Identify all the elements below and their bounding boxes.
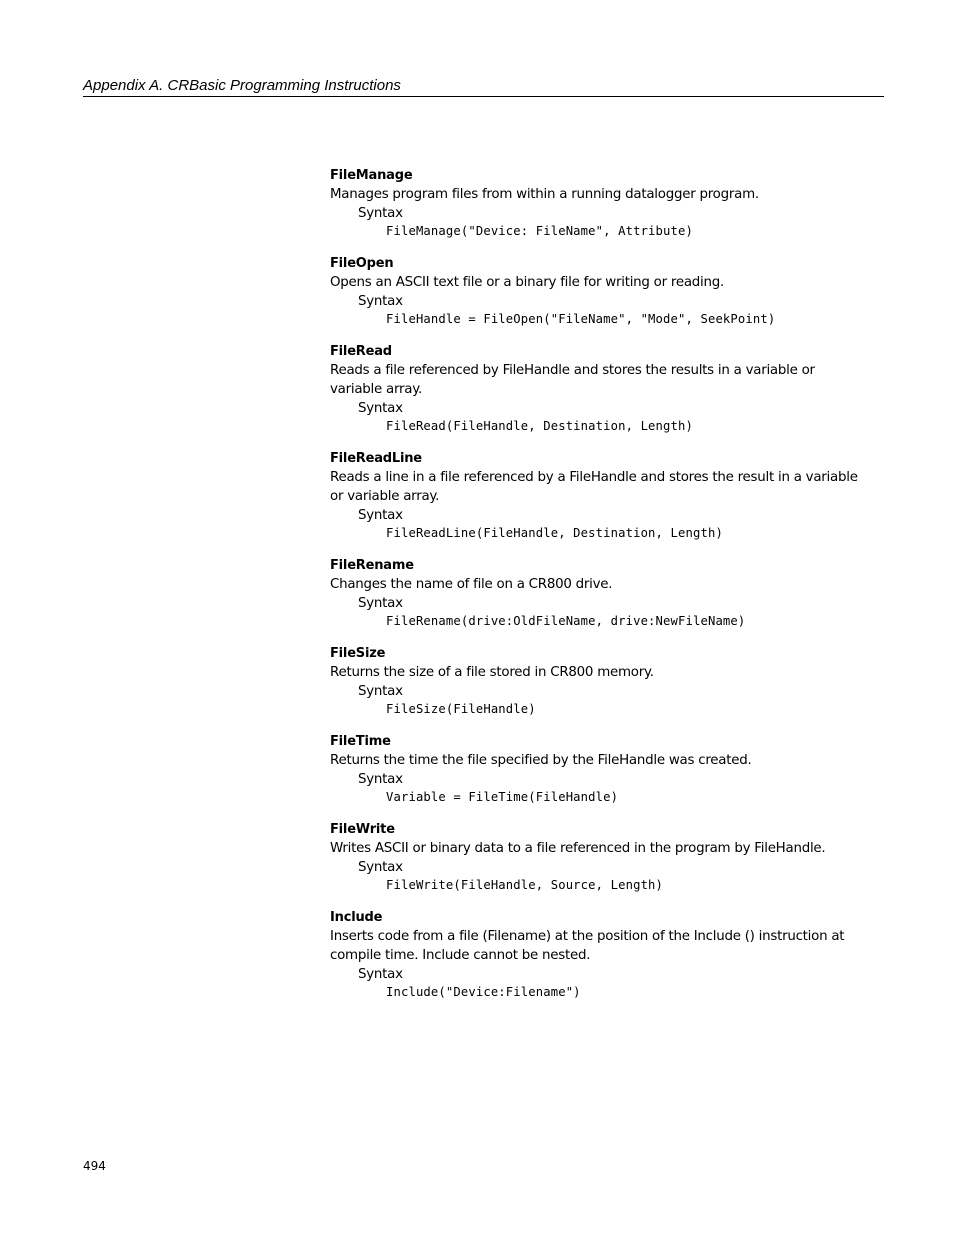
page-number: 494 [83,1159,106,1173]
instruction-description: Reads a line in a file referenced by a FileHandle and stores the result in a variable or variable array. [330,470,858,504]
instruction-entry-filemanage [330,166,860,239]
instruction-name: FileRead [330,344,392,359]
instruction-name: FileOpen [330,256,394,271]
syntax-label: Syntax [358,860,403,875]
syntax-label: Syntax [358,294,403,309]
syntax-label: Syntax [358,206,403,221]
instruction-name: FileTime [330,734,391,749]
instruction-entry-fileread [330,342,860,434]
instruction-name: FileManage [330,168,413,183]
running-header [83,76,884,97]
instruction-entry-filereadline [330,449,860,541]
syntax-label: Syntax [358,772,403,787]
syntax-code: FileSize(FileHandle) [386,702,536,716]
instruction-description: Returns the size of a file stored in CR800 memory. [330,665,654,680]
instruction-name: FileWrite [330,822,395,837]
syntax-code: FileRename(drive:OldFileName, drive:NewFileName) [386,614,746,628]
instruction-description: Changes the name of file on a CR800 drive. [330,577,613,592]
instruction-name: FileReadLine [330,451,422,466]
syntax-code: FileReadLine(FileHandle, Destination, Length) [386,526,723,540]
instruction-description: Reads a file referenced by FileHandle and stores the results in a variable or variable array. [330,363,815,397]
syntax-label: Syntax [358,508,403,523]
instruction-list [330,166,860,1015]
syntax-label: Syntax [358,596,403,611]
instruction-entry-fileopen [330,254,860,327]
instruction-name: FileSize [330,646,386,661]
instruction-description: Manages program files from within a running datalogger program. [330,187,759,202]
instruction-description: Returns the time the file specified by the FileHandle was created. [330,753,752,768]
syntax-label: Syntax [358,401,403,416]
instruction-entry-filerename [330,556,860,629]
syntax-code: Variable = FileTime(FileHandle) [386,790,619,804]
instruction-description: Opens an ASCII text file or a binary file for writing or reading. [330,275,724,290]
instruction-description: Inserts code from a file (Filename) at the position of the Include () instruction at compile time. Include cannot be nested. [330,929,845,963]
instruction-description: Writes ASCII or binary data to a file referenced in the program by FileHandle. [330,841,826,856]
syntax-code: FileWrite(FileHandle, Source, Length) [386,878,664,892]
syntax-code: FileManage("Device: FileName", Attribute) [386,224,693,238]
instruction-name: FileRename [330,558,414,573]
syntax-label: Syntax [358,967,403,982]
instruction-entry-filewrite [330,820,860,893]
header-title: Appendix A. CRBasic Programming Instructions [83,77,401,94]
syntax-label: Syntax [358,684,403,699]
syntax-code: Include("Device:Filename") [386,985,581,999]
syntax-code: FileRead(FileHandle, Destination, Length) [386,419,693,433]
instruction-name: Include [330,910,383,925]
instruction-entry-filetime [330,732,860,805]
instruction-entry-filesize [330,644,860,717]
instruction-entry-include [330,908,860,1000]
syntax-code: FileHandle = FileOpen("FileName", "Mode", SeekPoint) [386,312,776,326]
